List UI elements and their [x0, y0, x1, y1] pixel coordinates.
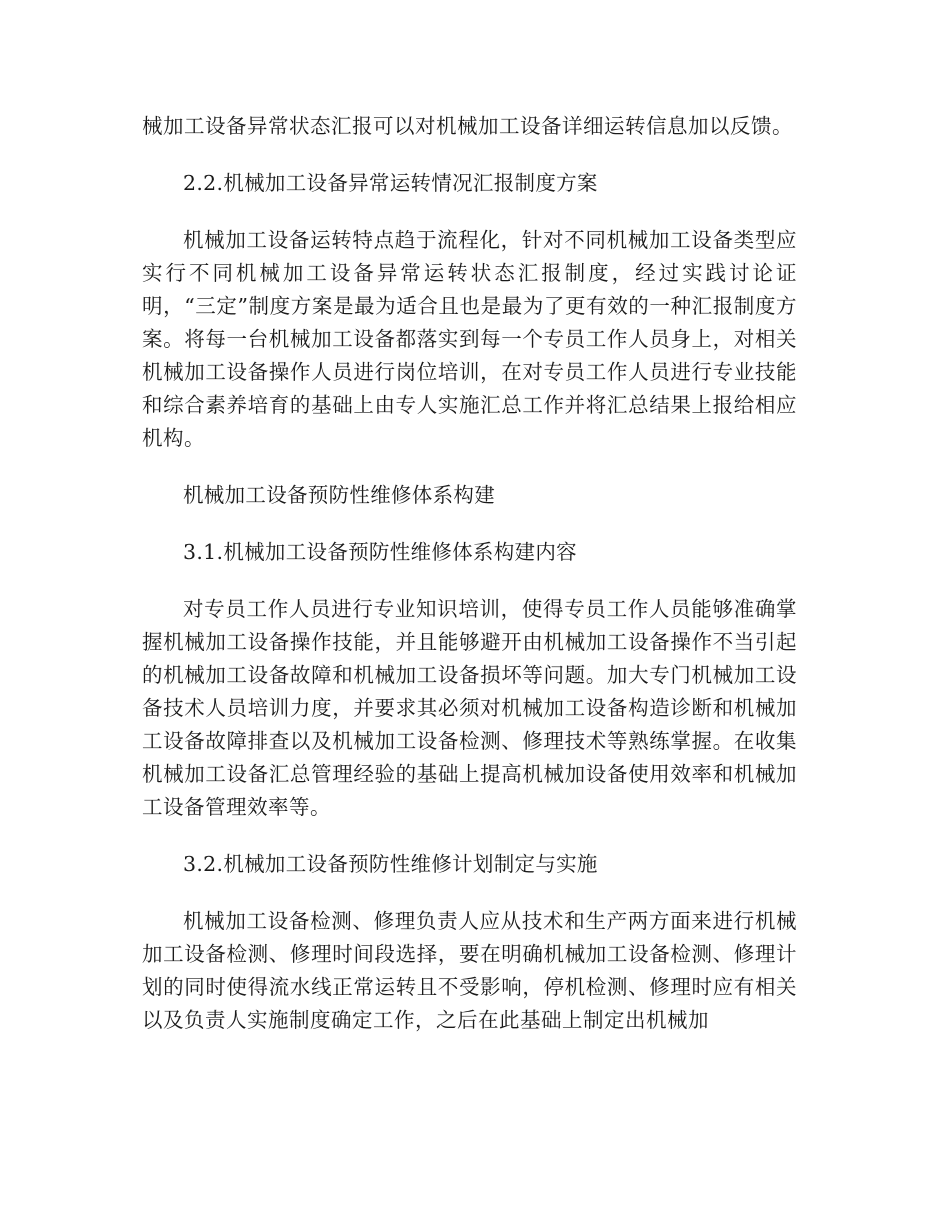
paragraph-maintenance-plan: 机械加工设备检测、修理负责人应从技术和生产两方面来进行机械加工设备检测、修理时间段选择，要在明确机械加工设备检测、修理计划的同时使得流水线正常运转且不受影响，停机检测、修理时应有相关以及负责人实施制度确定工作，之后在此基础上制定出机械加 [142, 909, 797, 1032]
paragraph-training: 对专员工作人员进行专业知识培训，使得专员工作人员能够准确掌握机械加工设备操作技能，并且能够避开由机械加工设备操作不当引起的机械加工设备故障和机械加工设备损坏等问题。加大专门机械加工设备技术人员培训力度，并要求其必须对机械加工设备构造诊断和机械加工设备故障排查以及机械加工设备检测、修理技术等熟练掌握。在收集机械加工设备汇总管理经验的基础上提高机械加设备使用效率和机械加工设备管理效率等。 [142, 597, 797, 819]
spacer [142, 824, 797, 848]
section-heading-3: 机械加工设备预防性维修体系构建 [183, 483, 495, 507]
spacer [142, 569, 797, 593]
paragraph-continued: 械加工设备异常状态汇报可以对机械加工设备详细运转信息加以反馈。 [142, 114, 793, 138]
spacer [142, 881, 797, 905]
section-heading-3-1: 3.1.机械加工设备预防性维修体系构建内容 [183, 540, 577, 564]
spacer [142, 455, 797, 479]
paragraph-reporting-system: 机械加工设备运转特点趋于流程化，针对不同机械加工设备类型应实行不同机械加工设备异常运转状态汇报制度，经过实践讨论证明，“三定”制度方案是最为适合且也是最为了更有效的一种汇报制度方案。将每一台机械加工设备都落实到每一个专员工作人员身上，对相关机械加工设备操作人员进行岗位培训，在对专员工作人员进行专业技能和综合素养培育的基础上由专人实施汇总工作并将汇总结果上报给相应机构。 [142, 228, 797, 450]
section-heading-2-2: 2.2.机械加工设备异常运转情况汇报制度方案 [183, 171, 598, 195]
document-page [142, 110, 797, 1037]
spacer [142, 200, 797, 224]
section-heading-3-2: 3.2.机械加工设备预防性维修计划制定与实施 [183, 852, 598, 876]
spacer [142, 143, 797, 167]
spacer [142, 512, 797, 536]
